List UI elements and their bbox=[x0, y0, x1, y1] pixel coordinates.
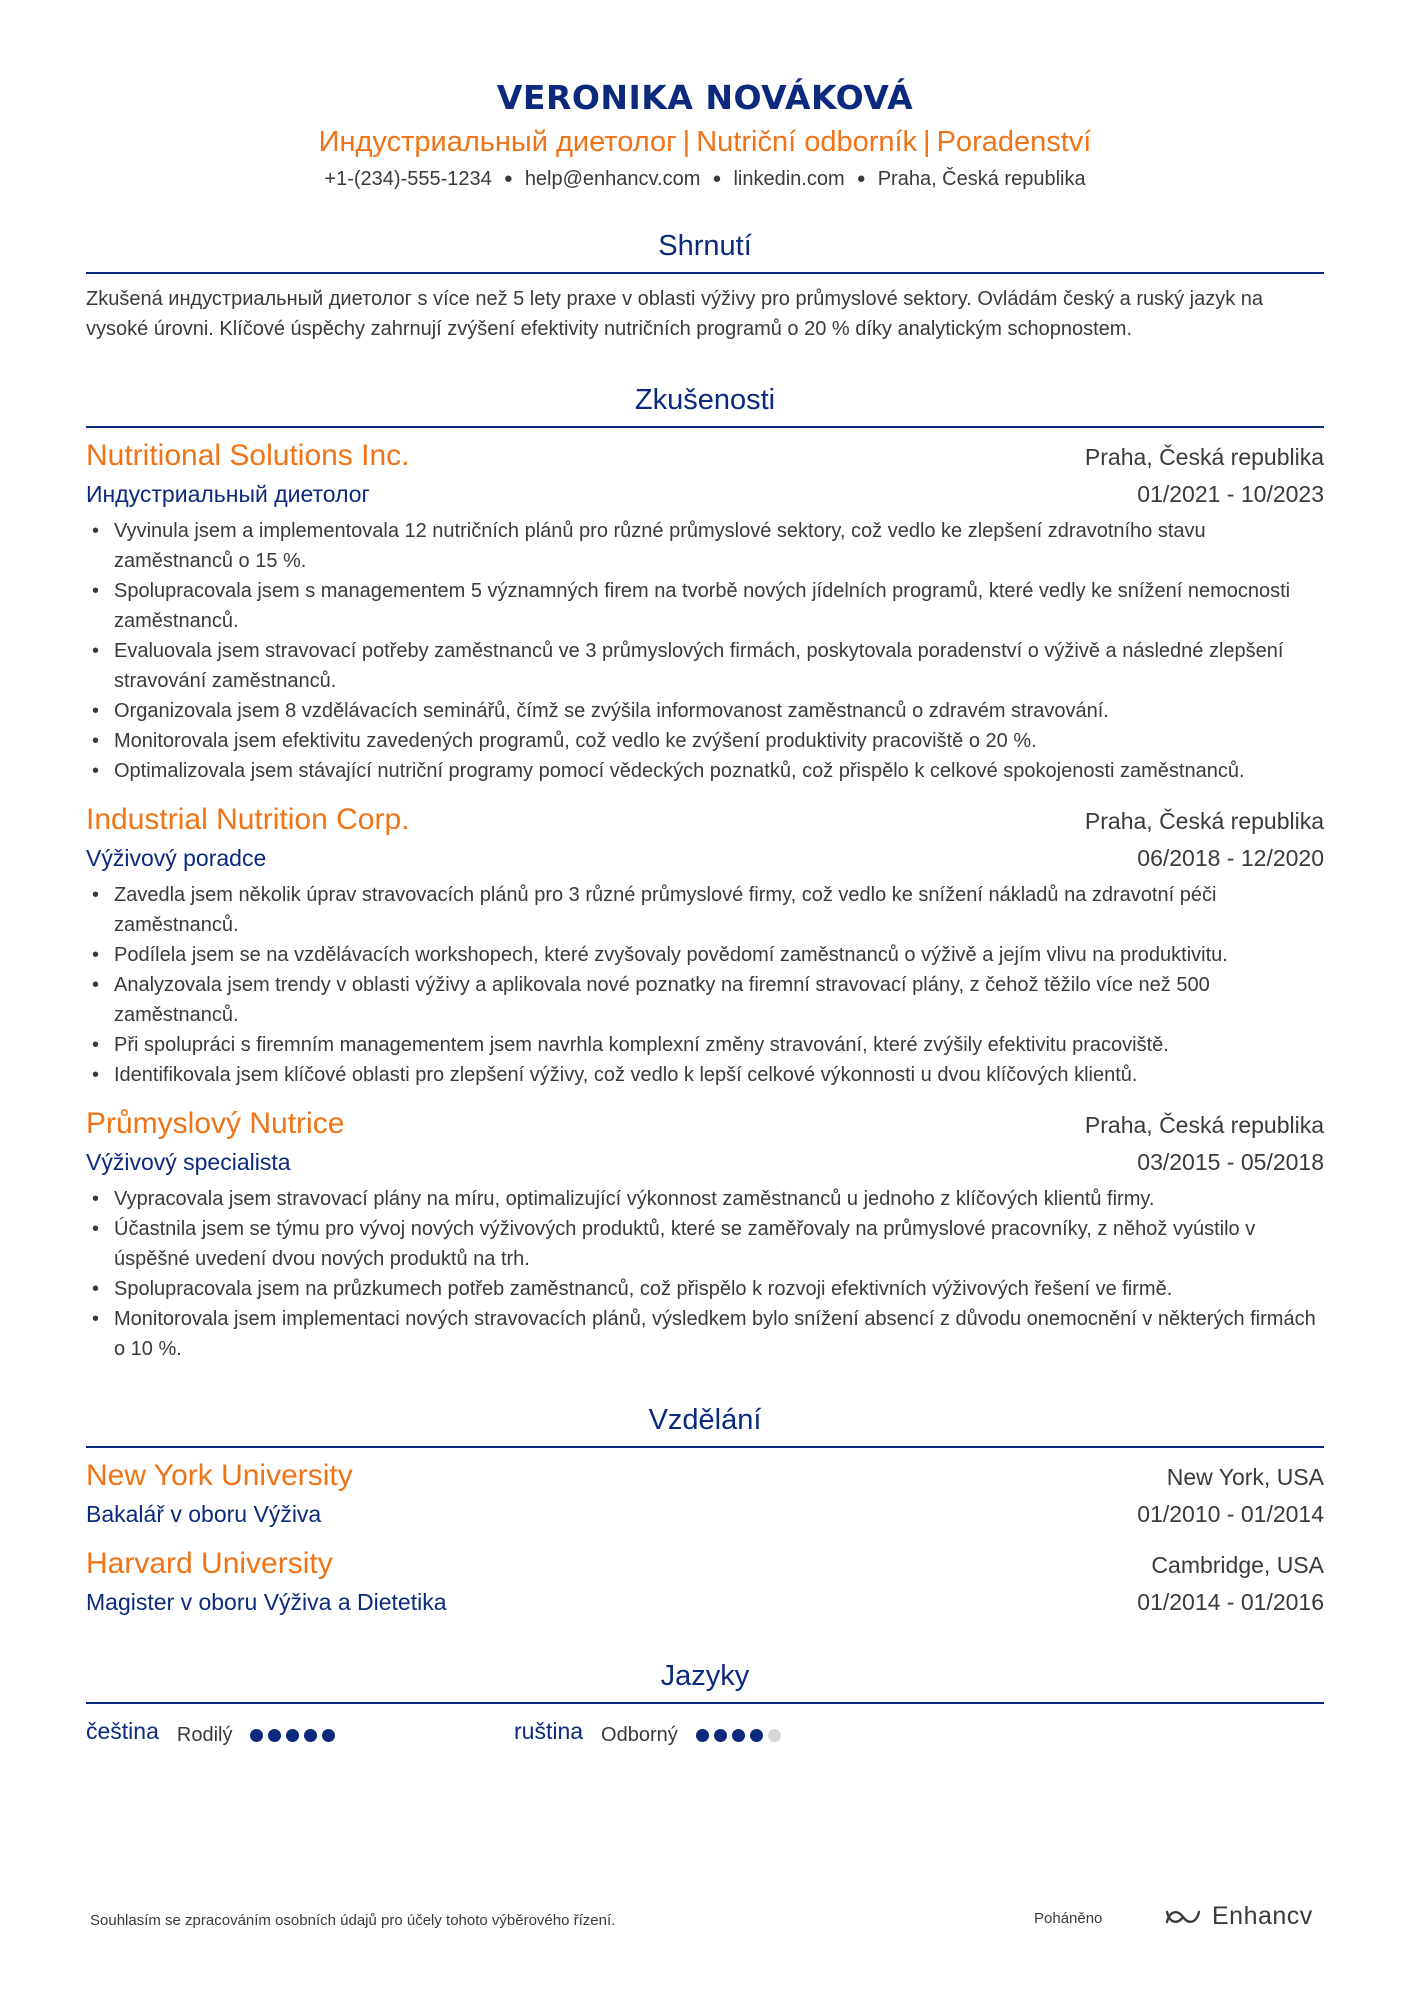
location: Praha, Česká republika bbox=[877, 168, 1086, 190]
language-item bbox=[514, 1718, 942, 1745]
job-dates: 06/2018 - 12/2020 bbox=[1137, 845, 1324, 871]
list-item: • Analyzovala jsem trendy v oblasti výživy a aplikovala nové poznatky na firemní stravovací plány, z čehož těžilo více než 500 zaměstnanců. bbox=[86, 970, 1324, 1030]
list-item: • Spolupracovala jsem s managementem 5 významných firem na tvorbě nových jídelních programů, které vedly ke snížení nemocnosti zaměstnanců. bbox=[86, 576, 1324, 636]
list-item: • Vypracovala jsem stravovací plány na míru, optimalizující výkonnost zaměstnanců u jednoho z klíčových klientů firmy. bbox=[86, 1184, 1324, 1214]
list-item: • Optimalizovala jsem stávající nutriční programy pomocí vědeckých poznatků, což přispělo k celkové spokojenosti zaměstnanců. bbox=[86, 756, 1324, 786]
headline-title: Индустриальный диетолог bbox=[318, 126, 677, 158]
section-divider bbox=[86, 1446, 1324, 1448]
achievement-list bbox=[86, 516, 1324, 786]
list-item: • Organizovala jsem 8 vzdělávacích seminářů, čímž se zvýšila informovanost zaměstnanců o zdravém stravování. bbox=[86, 696, 1324, 726]
school-location: Cambridge, USA bbox=[1151, 1552, 1324, 1578]
powered-by-label: Poháněno bbox=[1034, 1910, 1103, 1927]
job-entry bbox=[86, 436, 1324, 786]
education-entry bbox=[86, 1544, 1324, 1620]
job-title: Výživový poradce bbox=[86, 845, 267, 871]
list-item: • Monitorovala jsem implementaci nových stravovacích plánů, výsledkem bylo snížení absencí z důvodu onemocnění v některých firmách o 10 %. bbox=[86, 1304, 1324, 1364]
list-item: • Při spolupráci s firemním managementem jsem navrhla komplexní změny stravování, které zvýšily efektivitu pracoviště. bbox=[86, 1030, 1324, 1060]
list-item: • Zavedla jsem několik úprav stravovacích plánů pro 3 různé průmyslové firmy, což vedlo ke snížení nákladů na zdravotní péči zaměstnanců. bbox=[86, 880, 1324, 940]
proficiency-dots bbox=[696, 1729, 786, 1742]
rating-dot-filled bbox=[732, 1729, 745, 1742]
section-divider bbox=[86, 272, 1324, 274]
bullet-separator: ● bbox=[503, 170, 513, 187]
contact-info bbox=[86, 164, 1324, 196]
linkedin-link[interactable]: linkedin.com bbox=[733, 168, 845, 190]
study-dates: 01/2014 - 01/2016 bbox=[1137, 1589, 1324, 1615]
rating-dot-filled bbox=[750, 1729, 763, 1742]
school-name: New York University bbox=[86, 1459, 353, 1492]
experience-section bbox=[86, 380, 1324, 1364]
list-item: • Monitorovala jsem efektivitu zavedených programů, což vedlo ke zvýšení produktivity pracoviště o 20 %. bbox=[86, 726, 1324, 756]
headline bbox=[86, 122, 1324, 162]
language-name: čeština bbox=[86, 1718, 159, 1744]
rating-dot-filled bbox=[250, 1729, 263, 1742]
email[interactable]: help@enhancv.com bbox=[524, 168, 701, 190]
rating-dot-filled bbox=[304, 1729, 317, 1742]
education-entry bbox=[86, 1456, 1324, 1532]
resume-page bbox=[86, 0, 1324, 1745]
summary-section bbox=[86, 226, 1324, 344]
resume-header bbox=[86, 0, 1324, 196]
job-location: Praha, Česká republika bbox=[1084, 444, 1324, 470]
languages-section bbox=[86, 1656, 1324, 1745]
job-entry bbox=[86, 800, 1324, 1090]
list-item: • Vyvinula jsem a implementovala 12 nutričních plánů pro různé průmyslové sektory, což vedlo ke zlepšení zdravotního stavu zaměstnanců o 15 %. bbox=[86, 516, 1324, 576]
company-name: Průmyslový Nutrice bbox=[86, 1107, 345, 1140]
rating-dot-filled bbox=[286, 1729, 299, 1742]
headline-separator: | bbox=[923, 126, 931, 158]
achievement-list bbox=[86, 1184, 1324, 1364]
school-name: Harvard University bbox=[86, 1547, 333, 1580]
headline-title: Nutriční odborník bbox=[696, 126, 918, 158]
job-dates: 03/2015 - 05/2018 bbox=[1137, 1149, 1324, 1175]
rating-dot-filled bbox=[268, 1729, 281, 1742]
list-item: • Identifikovala jsem klíčové oblasti pro zlepšení výživy, což vedlo k lepší celkové výkonnosti u dvou klíčových klientů. bbox=[86, 1060, 1324, 1090]
education-section bbox=[86, 1400, 1324, 1620]
section-heading: Jazyky bbox=[660, 1660, 750, 1692]
achievement-list bbox=[86, 880, 1324, 1090]
section-heading: Vzdělání bbox=[648, 1404, 762, 1436]
brand-name: Enhancv bbox=[1212, 1902, 1313, 1930]
degree: Bakalář v oboru Výživa bbox=[86, 1501, 322, 1527]
section-heading: Shrnutí bbox=[658, 230, 752, 262]
headline-title: Poradenství bbox=[936, 126, 1092, 158]
job-title: Výživový specialista bbox=[86, 1149, 291, 1175]
language-list bbox=[86, 1718, 1324, 1745]
school-location: New York, USA bbox=[1166, 1464, 1324, 1490]
summary-text: Zkušená индустриальный диетолог s více než 5 lety praxe v oblasti výživy pro průmyslové sektory. Ovládám český a ruský jazyk na vysoké úrovni. Klíčové úspěchy zahrnují zvýšení efektivity nutričních programů o 20 % díky analytickým schopnostem. bbox=[86, 288, 1264, 340]
consent-text: Souhlasím se zpracováním osobních údajů pro účely tohoto výběrového řízení. bbox=[90, 1912, 616, 1929]
language-name: ruština bbox=[514, 1718, 584, 1744]
job-location: Praha, Česká republika bbox=[1084, 808, 1324, 834]
list-item: • Spolupracovala jsem na průzkumech potřeb zaměstnanců, což přispělo k rozvoji efektivních výživových řešení ve firmě. bbox=[86, 1274, 1324, 1304]
list-item: • Evaluovala jsem stravovací potřeby zaměstnanců ve 3 průmyslových firmách, poskytovala poradenství o výživě a následné zlepšení stravování zaměstnanců. bbox=[86, 636, 1324, 696]
company-name: Industrial Nutrition Corp. bbox=[86, 803, 410, 836]
headline-separator: | bbox=[682, 126, 691, 158]
job-location: Praha, Česká republika bbox=[1084, 1112, 1324, 1138]
study-dates: 01/2010 - 01/2014 bbox=[1137, 1501, 1324, 1527]
section-divider bbox=[86, 1702, 1324, 1704]
brand-logo[interactable] bbox=[1164, 1902, 1313, 1931]
job-entry bbox=[86, 1104, 1324, 1364]
section-divider bbox=[86, 426, 1324, 428]
list-item: • Účastnila jsem se týmu pro vývoj nových výživových produktů, které se zaměřovaly na průmyslové pracovníky, z něhož vyústilo v úspěšné uvedení dvou nových produktů na trh. bbox=[86, 1214, 1324, 1274]
rating-dot-filled bbox=[696, 1729, 709, 1742]
language-item bbox=[86, 1718, 514, 1745]
list-item: • Podílela jsem se na vzdělávacích workshopech, které zvyšovaly povědomí zaměstnanců o výživě a jejím vlivu na produktivitu. bbox=[86, 940, 1324, 970]
language-level: Rodilý bbox=[176, 1724, 233, 1746]
company-name: Nutritional Solutions Inc. bbox=[86, 439, 410, 472]
language-level: Odborný bbox=[601, 1724, 678, 1746]
degree: Magister v oboru Výživa a Dietetika bbox=[86, 1589, 447, 1615]
job-dates: 01/2021 - 10/2023 bbox=[1137, 481, 1324, 507]
section-heading: Zkušenosti bbox=[634, 384, 776, 416]
phone[interactable]: +1-(234)-555-1234 bbox=[324, 168, 492, 190]
enhancv-logo-icon bbox=[1164, 1906, 1202, 1928]
proficiency-dots bbox=[250, 1729, 340, 1742]
candidate-name: VERONIKA NOVÁKOVÁ bbox=[496, 78, 914, 117]
rating-dot-empty bbox=[768, 1729, 781, 1742]
job-title: Индустриальный диетолог bbox=[86, 481, 370, 507]
bullet-separator: ● bbox=[856, 170, 866, 187]
bullet-separator: ● bbox=[712, 170, 722, 187]
rating-dot-filled bbox=[322, 1729, 335, 1742]
rating-dot-filled bbox=[714, 1729, 727, 1742]
